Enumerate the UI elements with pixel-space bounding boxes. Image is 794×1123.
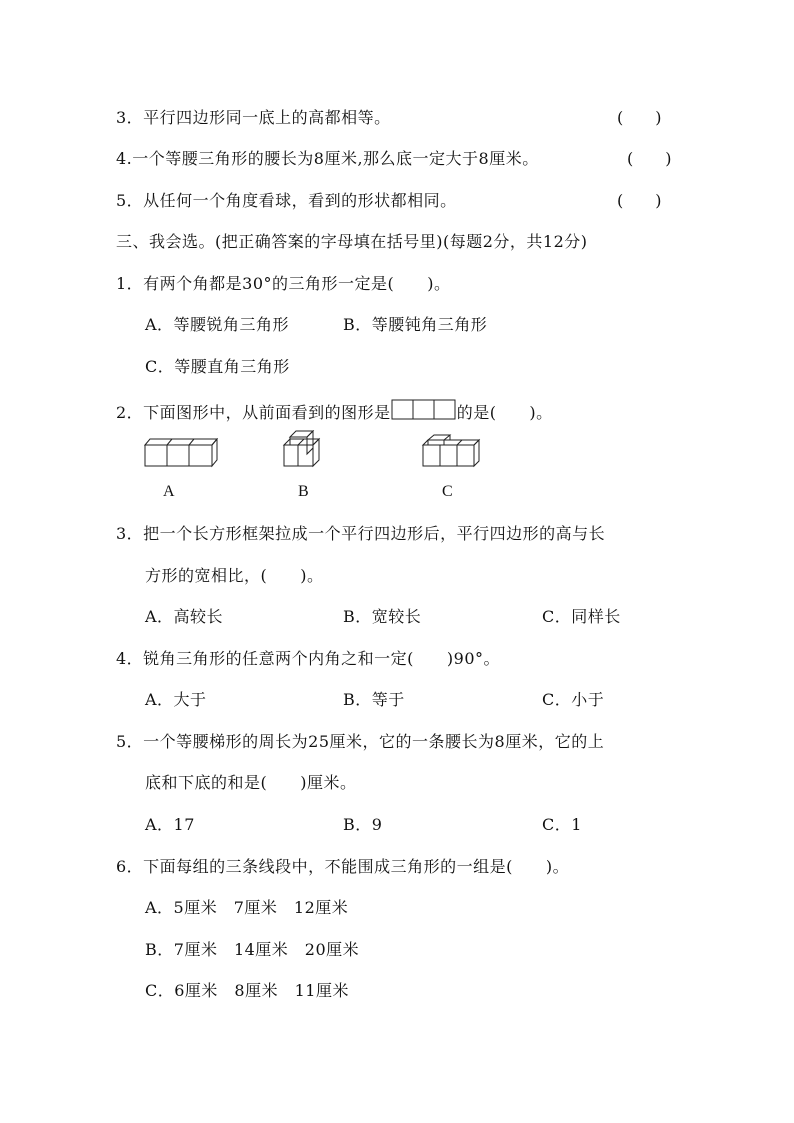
choice-q4-stem: 4．锐角三角形的任意两个内角之和一定( )90°。 (116, 649, 501, 668)
choice-q3-option-c[interactable]: C．同样长 (542, 607, 621, 626)
judge-q4-answer-paren[interactable]: ( ) (627, 149, 672, 168)
judge-q3-text: 3．平行四边形同一底上的高都相等。 (116, 108, 391, 127)
choice-q1-option-c[interactable]: C．等腰直角三角形 (145, 357, 290, 376)
choice-q3-option-b[interactable]: B．宽较长 (343, 607, 422, 626)
judge-q5-answer-paren[interactable]: ( ) (617, 191, 662, 210)
choice-q2-stem-before: 2．下面图形中，从前面看到的图形是 (116, 403, 391, 422)
cube-figure-b[interactable] (280, 430, 322, 468)
choice-q3-option-a[interactable]: A．高较长 (145, 607, 224, 626)
choice-q4-option-a[interactable]: A．大于 (145, 690, 207, 709)
cube-figure-c[interactable] (420, 434, 482, 468)
cube-figure-a-label[interactable]: A (163, 483, 175, 500)
section-three-heading: 三、我会选。(把正确答案的字母填在括号里)(每题2分，共12分) (116, 232, 588, 251)
choice-q2-stem (116, 399, 553, 423)
cube-figure-a[interactable] (144, 438, 220, 468)
judge-q5-text: 5．从任何一个角度看球，看到的形状都相同。 (116, 191, 457, 210)
choice-q6-option-c[interactable]: C．6厘米 8厘米 11厘米 (145, 981, 349, 1000)
choice-q5-stem-line1: 5．一个等腰梯形的周长为25厘米，它的一条腰长为8厘米，它的上 (116, 732, 605, 751)
choice-q6-option-b[interactable]: B．7厘米 14厘米 20厘米 (145, 940, 360, 959)
front-view-three-squares-figure (391, 399, 457, 421)
cube-figure-c-label[interactable]: C (442, 483, 453, 500)
choice-q5-option-a[interactable]: A．17 (145, 815, 195, 834)
choice-q3-stem-line1: 3．把一个长方形框架拉成一个平行四边形后，平行四边形的高与长 (116, 524, 606, 543)
choice-q5-stem-line2: 底和下底的和是( )厘米。 (145, 773, 357, 792)
choice-q1-stem: 1．有两个角都是30°的三角形一定是( )。 (116, 274, 451, 293)
choice-q2-stem-after: 的是( )。 (456, 403, 553, 422)
choice-q5-option-c[interactable]: C．1 (542, 815, 582, 834)
choice-q6-option-a[interactable]: A．5厘米 7厘米 12厘米 (145, 898, 349, 917)
choice-q1-option-a[interactable]: A．等腰锐角三角形 (145, 315, 290, 334)
choice-q4-option-c[interactable]: C．小于 (542, 690, 605, 709)
choice-q6-stem: 6．下面每组的三条线段中，不能围成三角形的一组是( )。 (116, 857, 570, 876)
judge-q4-text: 4.一个等腰三角形的腰长为8厘米,那么底一定大于8厘米。 (116, 149, 539, 168)
choice-q1-option-b[interactable]: B．等腰钝角三角形 (343, 315, 488, 334)
judge-q3-answer-paren[interactable]: ( ) (617, 108, 662, 127)
choice-q5-option-b[interactable]: B．9 (343, 815, 383, 834)
cube-figure-b-label[interactable]: B (298, 483, 309, 500)
choice-q4-option-b[interactable]: B．等于 (343, 690, 405, 709)
choice-q3-stem-line2: 方形的宽相比，( )。 (145, 566, 324, 585)
